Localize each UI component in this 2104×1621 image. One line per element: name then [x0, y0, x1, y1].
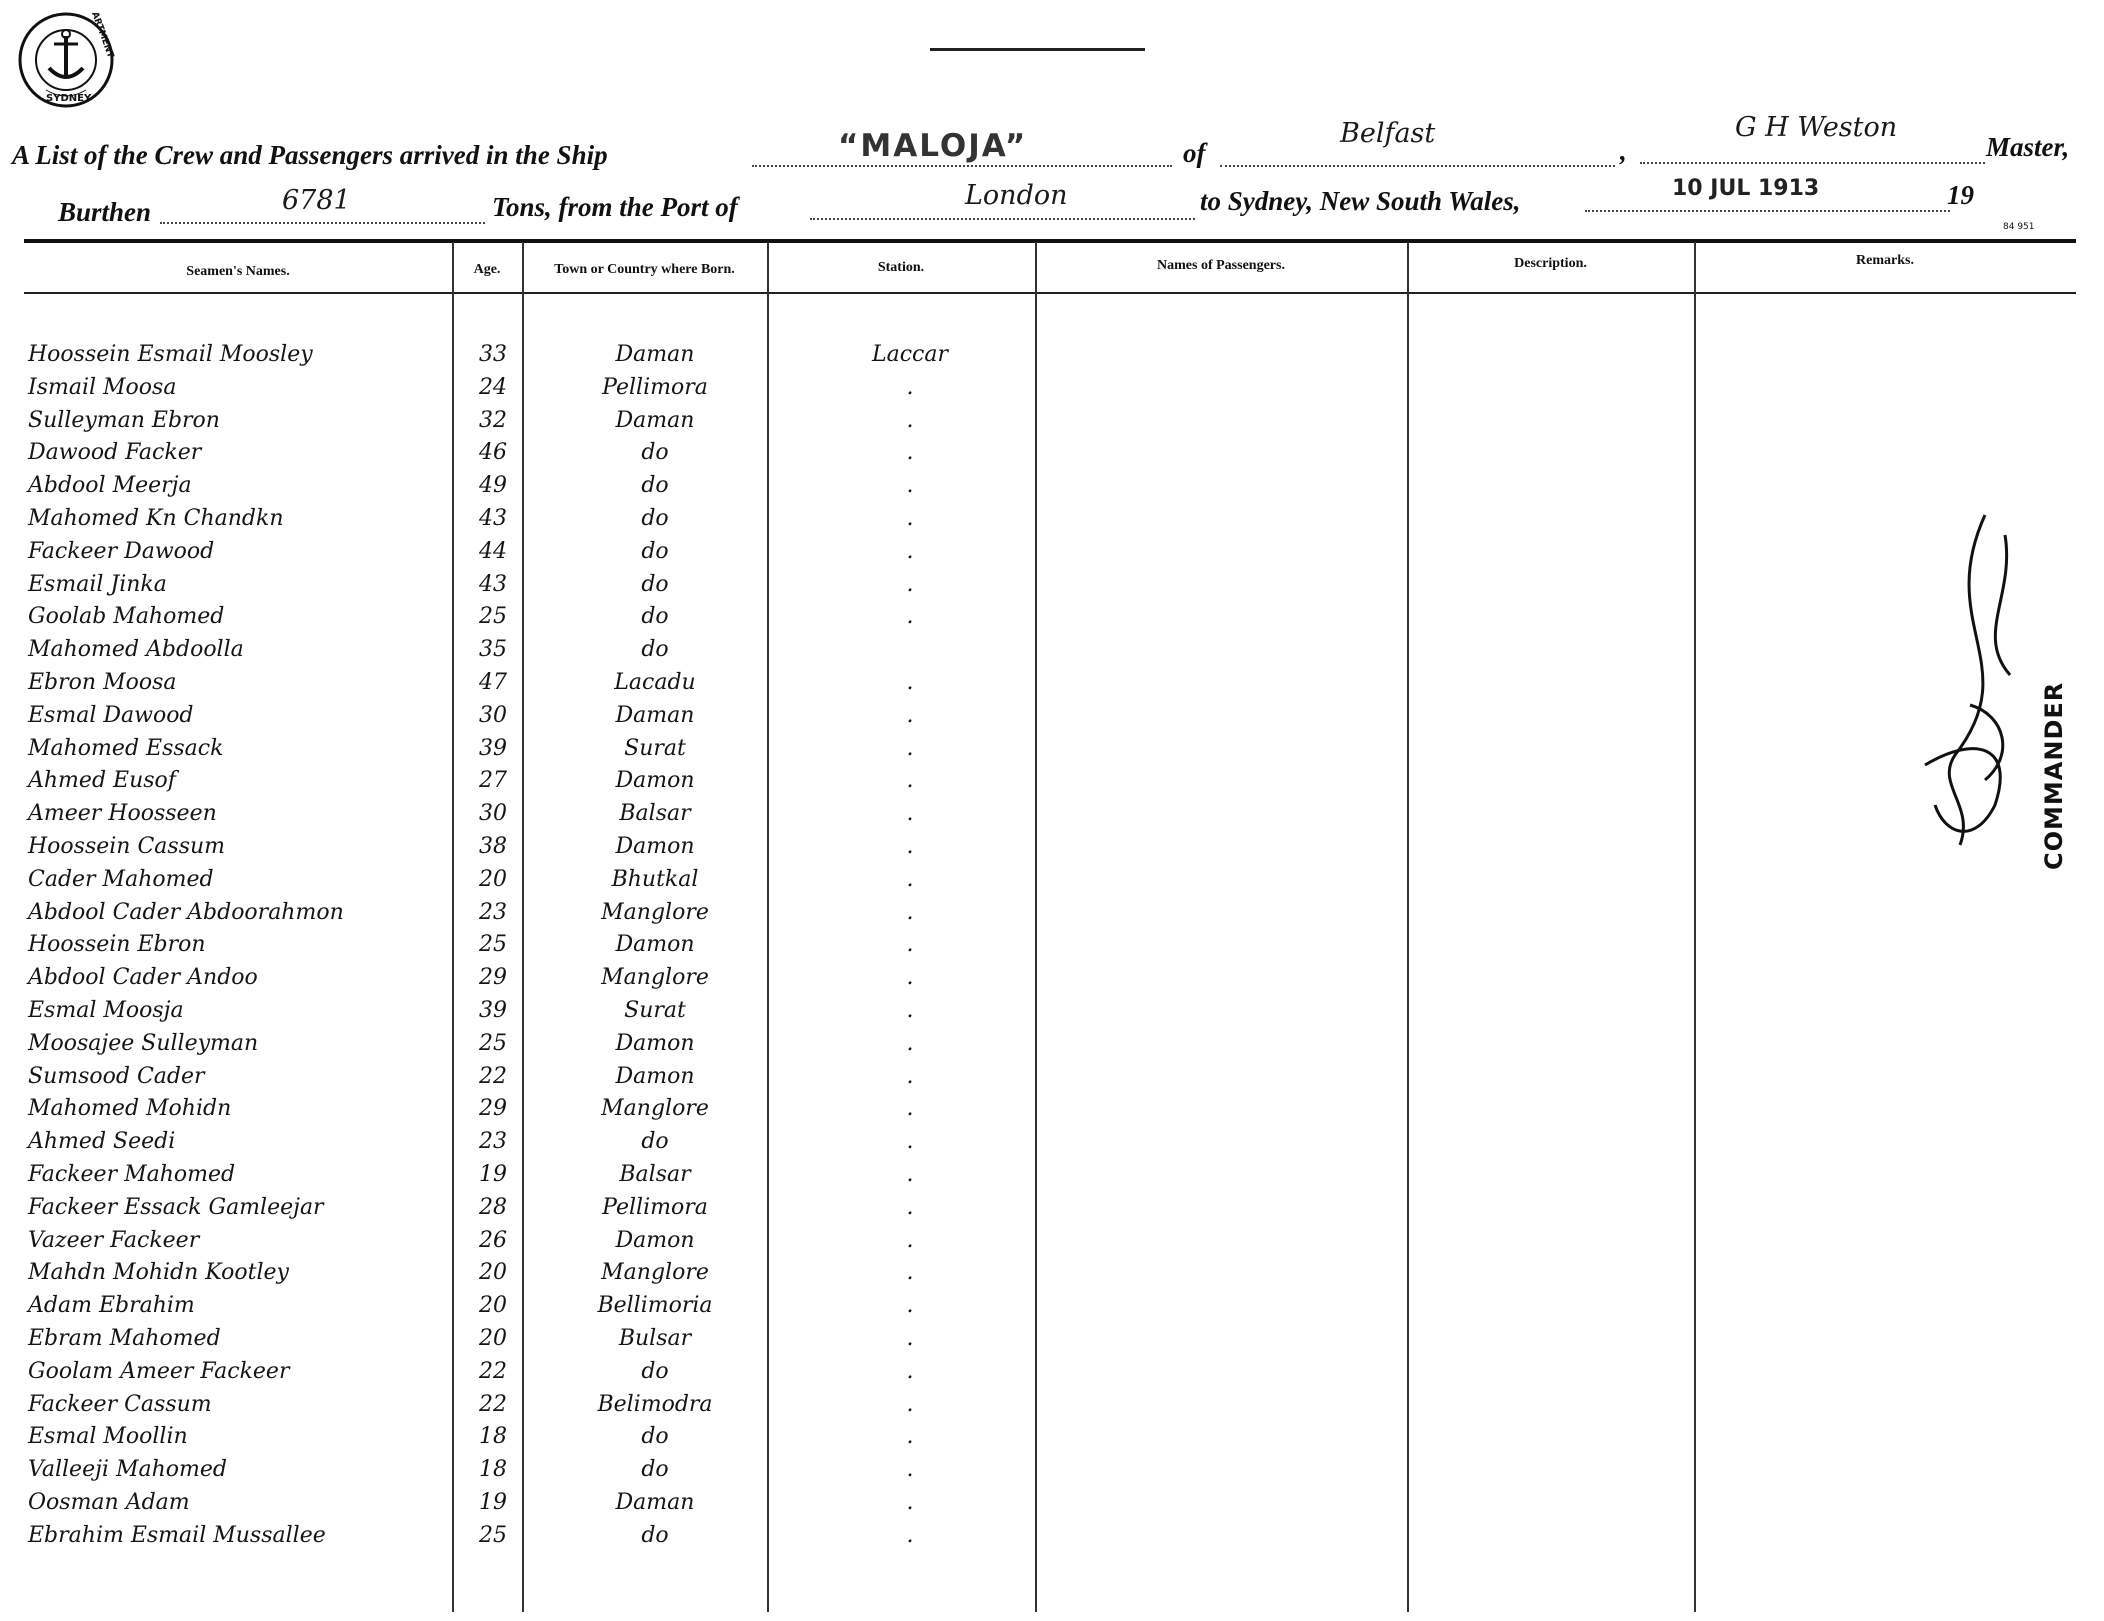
seaman-station: .: [906, 1227, 914, 1253]
seaman-station: .: [906, 1326, 914, 1351]
crew-row: [0, 539, 2104, 571]
seaman-name: Mahomed Kn Chandkn: [28, 506, 284, 531]
seaman-name: Ahmed Seedi: [28, 1129, 176, 1155]
crew-row: [0, 408, 2104, 440]
seaman-birthplace: Bellimoria: [597, 1293, 713, 1319]
seaman-age: 25: [479, 932, 507, 958]
seaman-name: Abdool Cader Abdoorahmon: [28, 899, 344, 925]
seaman-birthplace: Manglore: [601, 899, 709, 925]
seaman-age: 39: [479, 735, 507, 761]
crew-row: [0, 440, 2104, 472]
column-header-station: Station.: [877, 260, 925, 275]
seaman-age: 18: [479, 1424, 507, 1450]
seaman-birthplace: do: [641, 637, 669, 663]
seaman-age: 46: [479, 440, 507, 466]
seaman-name: Goolam Ameer Fackeer: [28, 1358, 290, 1384]
seaman-age: 19: [479, 1162, 507, 1187]
seaman-name: Ebron Moosa: [28, 670, 177, 695]
seaman-name: Valleeji Mahomed: [28, 1457, 227, 1483]
crew-row: [0, 670, 2104, 702]
master-rule: [1640, 162, 1985, 164]
stamp-text-bottom: SYDNEY: [46, 93, 92, 104]
seaman-age: 20: [479, 866, 507, 892]
seaman-birthplace: do: [641, 440, 669, 466]
crew-row: [0, 965, 2104, 997]
crew-row: [0, 1064, 2104, 1096]
seaman-station: .: [906, 604, 914, 630]
seaman-name: Esmal Moosja: [28, 998, 184, 1023]
seaman-age: 20: [479, 1326, 507, 1351]
seaman-age: 24: [479, 374, 507, 400]
seaman-birthplace: Manglore: [601, 1260, 709, 1286]
seaman-name: Goolab Mahomed: [28, 604, 225, 630]
crew-row: [0, 342, 2104, 374]
date-stamp: 10 JUL 1913: [1672, 176, 1820, 201]
seaman-age: 43: [479, 506, 507, 531]
seaman-birthplace: do: [641, 506, 669, 531]
seaman-birthplace: Pellimora: [602, 374, 708, 400]
seaman-station: .: [906, 1096, 914, 1122]
seaman-name: Fackeer Mahomed: [28, 1162, 236, 1187]
master-name: G H Weston: [1735, 112, 1898, 143]
seaman-birthplace: Damon: [615, 768, 695, 794]
seaman-station: .: [906, 1358, 914, 1384]
to-label: to Sydney, New South Wales,: [1200, 186, 1521, 216]
seaman-name: Mahdn Mohidn Kootley: [28, 1260, 289, 1286]
seaman-birthplace: Bhutkal: [611, 866, 699, 892]
seaman-birthplace: Daman: [615, 407, 695, 433]
seaman-birthplace: do: [641, 571, 669, 597]
seaman-name: Hoossein Esmail Moosley: [28, 342, 313, 367]
seaman-age: 25: [479, 1522, 507, 1548]
crew-row: [0, 572, 2104, 604]
column-header-seamen: Seamen's Names.: [186, 264, 290, 279]
date-rule: [1585, 210, 1950, 212]
master-label: Master,: [1986, 132, 2070, 162]
seaman-age: 29: [479, 1096, 507, 1122]
crew-row: [0, 1195, 2104, 1227]
seaman-station: .: [906, 998, 914, 1023]
seaman-station: .: [906, 1490, 914, 1515]
seaman-age: 28: [479, 1194, 507, 1220]
seaman-station: .: [906, 1063, 914, 1089]
seaman-name: Mahomed Essack: [28, 735, 224, 761]
seaman-name: Abdool Meerja: [28, 473, 192, 499]
seaman-birthplace: do: [641, 1424, 669, 1450]
seaman-age: 30: [479, 702, 507, 728]
seaman-age: 23: [479, 1129, 507, 1155]
seaman-name: Ameer Hoosseen: [28, 801, 217, 827]
crew-row: [0, 703, 2104, 735]
seaman-birthplace: Pellimora: [602, 1194, 708, 1220]
of-label: of: [1183, 138, 1206, 168]
department-stamp: [16, 10, 116, 110]
crew-row: [0, 736, 2104, 768]
seaman-name: Ebrahim Esmail Mussallee: [28, 1522, 326, 1548]
burthen-label: Burthen: [58, 197, 152, 227]
seaman-station: .: [906, 670, 914, 695]
seaman-name: Mahomed Mohidn: [28, 1096, 232, 1122]
ship-name: “MALOJA”: [838, 128, 1028, 164]
seaman-birthplace: Damon: [615, 834, 695, 859]
column-header-passengers: Names of Passengers.: [1157, 258, 1285, 273]
crew-row: [0, 1293, 2104, 1325]
seaman-station: .: [906, 801, 914, 827]
seaman-age: 30: [479, 801, 507, 827]
seaman-station: .: [906, 1522, 914, 1548]
seaman-station: .: [906, 473, 914, 499]
seaman-station: .: [906, 1293, 914, 1319]
seaman-station: .: [906, 932, 914, 958]
seaman-age: 22: [479, 1358, 507, 1384]
tons-label: Tons, from the Port of: [492, 192, 738, 222]
seaman-name: Hoossein Cassum: [28, 834, 226, 859]
seaman-age: 18: [479, 1457, 507, 1483]
seaman-station: .: [906, 1260, 914, 1286]
crew-row: [0, 1326, 2104, 1358]
crew-row: [0, 932, 2104, 964]
seaman-name: Vazeer Fackeer: [28, 1227, 200, 1253]
seaman-name: Esmail Jinka: [28, 571, 167, 597]
seaman-age: 32: [479, 407, 507, 433]
seaman-station: .: [906, 374, 914, 400]
burthen-value: 6781: [282, 185, 351, 216]
seaman-name: Abdool Cader Andoo: [28, 965, 258, 991]
seaman-name: Mahomed Abdoolla: [28, 637, 244, 663]
column-header-town: Town or Country where Born.: [554, 262, 735, 277]
seaman-age: 47: [479, 670, 507, 695]
seaman-station: .: [906, 965, 914, 991]
seaman-age: 20: [479, 1293, 507, 1319]
seaman-name: Dawood Facker: [28, 440, 202, 466]
seaman-station: .: [906, 1030, 914, 1056]
crew-row: [0, 473, 2104, 505]
port-registry-rule: [1220, 165, 1615, 167]
seaman-station: Laccar: [871, 342, 948, 367]
seaman-birthplace: do: [641, 1358, 669, 1384]
seaman-birthplace: Damon: [615, 1030, 695, 1056]
seaman-station: .: [906, 866, 914, 892]
seaman-age: 25: [479, 1030, 507, 1056]
crew-row: [0, 1424, 2104, 1456]
seaman-name: Ahmed Eusof: [28, 768, 176, 794]
seaman-birthplace: Damon: [615, 1063, 695, 1089]
crew-row: [0, 1129, 2104, 1161]
seaman-birthplace: Daman: [615, 342, 695, 367]
seaman-age: 22: [479, 1063, 507, 1089]
seaman-name: Moosajee Sulleyman: [28, 1030, 259, 1056]
seaman-birthplace: Bulsar: [618, 1326, 692, 1351]
crew-row: [0, 900, 2104, 932]
seaman-birthplace: Manglore: [601, 965, 709, 991]
seaman-birthplace: Surat: [624, 735, 686, 761]
seaman-station: .: [906, 1194, 914, 1220]
seaman-age: 19: [479, 1490, 507, 1515]
seaman-birthplace: Belimodra: [597, 1391, 713, 1417]
crew-row: [0, 1392, 2104, 1424]
seaman-age: 38: [479, 834, 507, 859]
crew-row: [0, 375, 2104, 407]
seaman-age: 49: [479, 473, 507, 499]
seaman-age: 25: [479, 604, 507, 630]
comma: ,: [1620, 136, 1627, 166]
stamp-text-top: ARTMENT: [89, 10, 116, 60]
seaman-station: .: [906, 407, 914, 433]
seaman-station: .: [906, 1457, 914, 1483]
seaman-name: Hoossein Ebron: [28, 932, 206, 958]
crew-row: [0, 768, 2104, 800]
seaman-age: 20: [479, 1260, 507, 1286]
crew-row: [0, 801, 2104, 833]
crew-row: [0, 1490, 2104, 1522]
seaman-age: 23: [479, 899, 507, 925]
seaman-age: 27: [479, 768, 507, 794]
crew-row: [0, 506, 2104, 538]
column-header-remarks: Remarks.: [1856, 253, 1914, 268]
seaman-age: 35: [479, 637, 507, 663]
crew-row: [0, 1031, 2104, 1063]
crew-row: [0, 1359, 2104, 1391]
seaman-station: .: [906, 506, 914, 531]
seaman-age: 43: [479, 571, 507, 597]
crew-row: [0, 1096, 2104, 1128]
column-header-age: Age.: [473, 262, 501, 277]
seaman-birthplace: do: [641, 604, 669, 630]
seaman-birthplace: do: [641, 1129, 669, 1155]
seaman-name: Fackeer Essack Gamleejar: [28, 1194, 324, 1220]
burthen-rule: [160, 222, 485, 224]
crew-row: [0, 834, 2104, 866]
seaman-station: .: [906, 735, 914, 761]
top-rule: [930, 48, 1145, 51]
seaman-birthplace: Manglore: [601, 1096, 709, 1122]
crew-row: [0, 637, 2104, 669]
port-of-registry: Belfast: [1340, 118, 1436, 149]
seaman-birthplace: do: [641, 1522, 669, 1548]
table-top-rule: [24, 239, 2076, 243]
seaman-name: Adam Ebrahim: [28, 1293, 195, 1319]
seaman-birthplace: do: [641, 538, 669, 564]
commander-label: COMMANDER: [2040, 681, 2068, 870]
seaman-birthplace: do: [641, 1457, 669, 1483]
commander-signature: [1915, 505, 2035, 865]
seaman-birthplace: Damon: [615, 932, 695, 958]
seaman-station: .: [906, 538, 914, 564]
seaman-birthplace: Damon: [615, 1227, 695, 1253]
seaman-station: .: [906, 1129, 914, 1155]
seaman-name: Ismail Moosa: [28, 374, 177, 400]
seaman-name: Ebram Mahomed: [28, 1326, 221, 1351]
seaman-birthplace: Surat: [624, 998, 686, 1023]
column-header-description: Description.: [1514, 256, 1587, 271]
seaman-age: 44: [479, 538, 507, 564]
header-line1-prefix: A List of the Crew and Passengers arrived in the Ship: [12, 140, 608, 170]
port-from: London: [965, 180, 1068, 211]
seaman-age: 39: [479, 998, 507, 1023]
crew-row: [0, 998, 2104, 1030]
seaman-name: Sumsood Cader: [28, 1063, 205, 1089]
seaman-station: .: [906, 1162, 914, 1187]
seaman-birthplace: Daman: [615, 702, 695, 728]
seaman-station: .: [906, 768, 914, 794]
crew-row: [0, 604, 2104, 636]
seaman-station: .: [906, 702, 914, 728]
port-from-rule: [810, 218, 1195, 220]
seaman-age: 29: [479, 965, 507, 991]
seaman-station: .: [906, 571, 914, 597]
seaman-station: .: [906, 899, 914, 925]
seaman-birthplace: Balsar: [619, 801, 691, 827]
crew-row: [0, 1228, 2104, 1260]
seaman-station: .: [906, 834, 914, 859]
seaman-name: Fackeer Cassum: [28, 1391, 212, 1417]
seaman-station: .: [906, 1391, 914, 1417]
seaman-name: Fackeer Dawood: [28, 538, 215, 564]
seaman-station: .: [906, 440, 914, 466]
seaman-name: Cader Mahomed: [28, 866, 214, 892]
seaman-birthplace: Daman: [615, 1490, 695, 1515]
seaman-birthplace: Balsar: [619, 1162, 691, 1187]
crew-row: [0, 1162, 2104, 1194]
crew-row: [0, 1523, 2104, 1555]
crew-row: [0, 1457, 2104, 1489]
seaman-name: Oosman Adam: [28, 1490, 190, 1515]
seaman-birthplace: Lacadu: [614, 670, 696, 695]
seaman-age: 33: [479, 342, 507, 367]
seaman-name: Esmal Dawood: [28, 702, 194, 728]
seaman-name: Sulleyman Ebron: [28, 407, 220, 433]
year-suffix: 19: [1947, 180, 1974, 210]
crew-row: [0, 867, 2104, 899]
seaman-age: 22: [479, 1391, 507, 1417]
form-reference: 84 951: [2003, 222, 2035, 232]
seaman-station: .: [906, 1424, 914, 1450]
table-header-rule: [24, 292, 2076, 294]
crew-row: [0, 1260, 2104, 1292]
seaman-birthplace: do: [641, 473, 669, 499]
seaman-age: 26: [479, 1227, 507, 1253]
seaman-name: Esmal Moollin: [28, 1424, 188, 1450]
ship-name-rule: [752, 165, 1172, 167]
